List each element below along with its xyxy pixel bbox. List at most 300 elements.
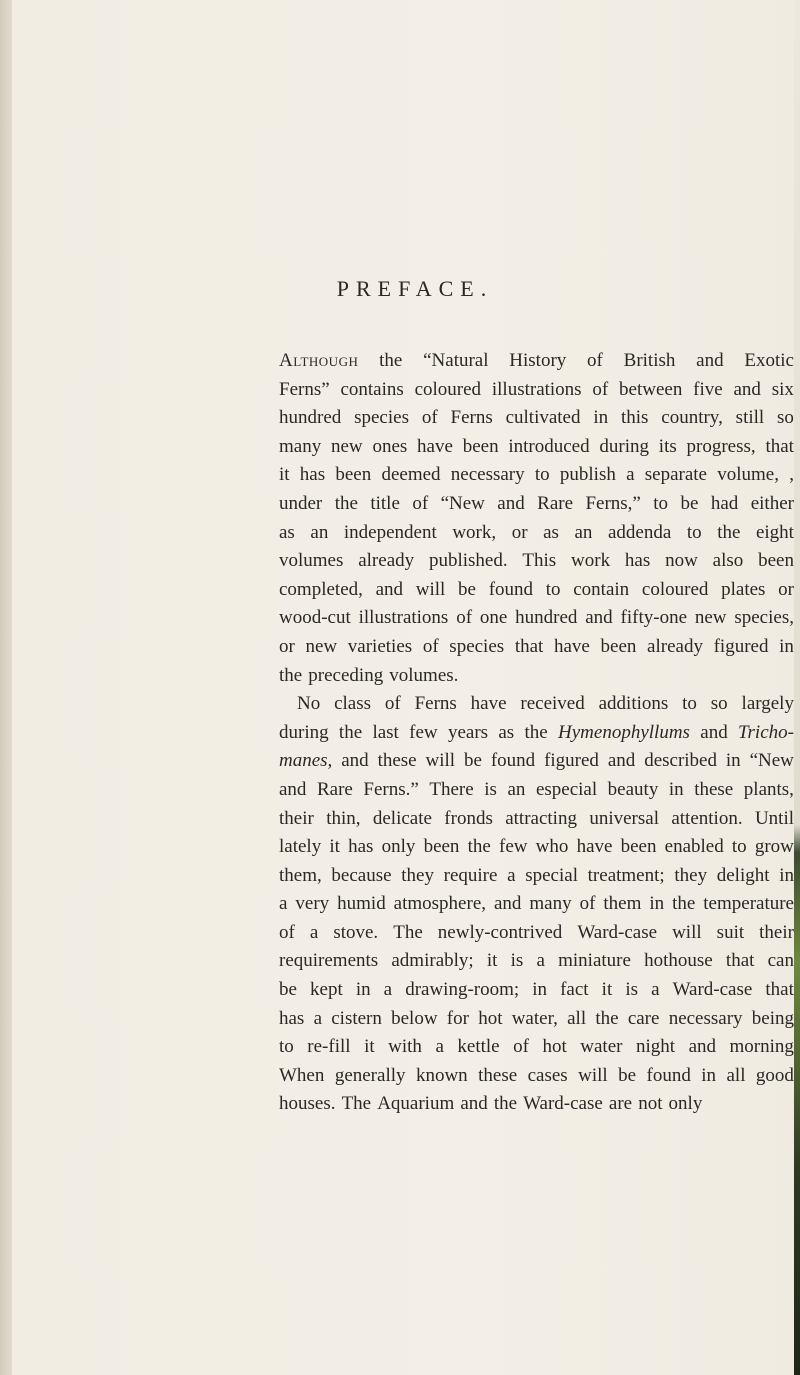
word: the [524,721,548,743]
word: it [601,979,613,1001]
word: newly-contrived [437,921,563,943]
word: illustrations [358,607,449,629]
word: kettle [457,1036,500,1058]
word: been [620,836,657,858]
word: This [522,550,557,572]
word: and [733,378,761,400]
word: to [682,693,697,715]
word: or [778,578,794,600]
text-line [279,490,794,519]
word: between [619,378,683,400]
word: below [391,1007,438,1029]
word: There [429,778,474,800]
word: a [313,1007,322,1029]
word: in [725,750,741,772]
word: ones [372,435,408,457]
word: introduced [508,435,590,457]
word: with [388,1036,422,1058]
word: generally [334,1064,406,1086]
word: that [765,979,794,1001]
word: new [305,635,338,657]
word: many [529,893,572,915]
word: wood-cut [279,607,351,629]
word: work, [452,521,497,543]
word: received [520,693,585,715]
word: a [279,893,288,915]
word: and [585,607,613,629]
word: a [651,979,660,1001]
page-edge [794,0,800,1375]
word: many [279,435,322,457]
word: Rare [316,778,353,800]
word: being [751,1007,794,1029]
word: eight [755,521,794,543]
text-line [279,604,794,633]
text-line [279,719,794,748]
word: delicate [372,807,432,829]
word: had [710,492,739,514]
word: require [443,864,498,886]
word: treatment; [587,864,665,886]
word: it [364,1036,375,1058]
word: especial [535,778,598,800]
word: an [507,778,526,800]
word: Aquarium [377,1093,455,1115]
word: the [595,1007,619,1029]
word: Ferns [414,693,457,715]
word: to [279,1036,294,1058]
word: fifty-one [620,607,688,629]
word: attracting [505,807,577,829]
word: be [463,750,482,772]
word: and [607,750,636,772]
word: can [767,950,794,972]
word: the [672,893,696,915]
word: , [789,464,794,486]
word: special [525,864,578,886]
word: work [571,550,611,572]
word: addenda [607,521,672,543]
word: very [295,893,330,915]
preface-text [279,347,794,1119]
text-line [279,747,794,776]
word: Until [754,807,794,829]
word: will [578,1064,608,1086]
word: will [415,578,446,600]
word: re-fill [307,1036,351,1058]
word: Exotic [744,350,794,371]
word: and [688,1036,716,1058]
word: or [279,635,295,657]
word: during [599,435,650,457]
word: only [668,1093,703,1115]
word: be [680,492,699,514]
word: the [493,1093,518,1115]
text-line [279,662,794,691]
word: suit [716,921,745,943]
text-line [279,947,794,976]
word: temperature [703,893,794,915]
word: additions [598,693,669,715]
text-line [279,1090,794,1119]
word: a [383,979,393,1001]
word: and [493,893,522,915]
binding-gutter [0,0,12,1375]
text-line [279,404,794,433]
word: they [674,864,708,886]
word: only [381,836,416,858]
word: the [334,492,358,514]
word: drawing-room; [405,979,520,1001]
word: “New [440,492,485,514]
word: and [497,492,525,514]
word: these [694,778,734,800]
word: night [635,1036,676,1058]
word: The [341,1093,372,1115]
word: contains [340,378,404,400]
word: six [771,378,794,400]
word: one [479,607,508,629]
word: they [401,864,434,886]
word: and [460,1093,488,1115]
word: figured [544,750,599,772]
word: of [513,1036,529,1058]
word: necessary [668,1007,743,1029]
word: coloured [641,578,709,600]
text-line [279,776,794,805]
word: hot [478,1007,503,1029]
word: the [717,521,741,543]
word: the [279,664,303,686]
word: in [355,979,371,1001]
word: manes, [279,750,333,772]
word: Hymenophyllums [558,721,690,743]
word: in [668,778,684,800]
word: is [510,950,524,972]
word: so [777,407,794,429]
word: has [348,836,374,858]
word: five [693,378,723,400]
word: already [358,550,415,572]
word: of [422,635,439,657]
text-line [279,547,794,576]
word: been [462,435,499,457]
word: in [649,893,665,915]
word: species [449,635,505,657]
word: published. [428,550,508,572]
word: necessary [450,464,525,486]
word: figured [713,635,769,657]
word: separate [644,464,707,486]
word: delight [716,864,770,886]
word: of [587,350,603,371]
text-line [279,347,794,376]
word: British [623,350,676,371]
word: houses. [279,1093,336,1115]
word: of [579,893,596,915]
word: a [507,864,516,886]
word: deemed [381,464,441,486]
word: hundred [279,407,342,429]
word: Ferns.” [363,778,419,800]
text-line [279,890,794,919]
word: have [470,693,507,715]
word: to [686,521,702,543]
word: been [335,464,372,486]
text-line [279,433,794,462]
word: fronds [444,807,493,829]
word: its [658,435,677,457]
word: for [446,1007,469,1029]
word: found [646,1064,691,1086]
word: illustrations [491,378,582,400]
word: in [779,864,794,886]
word: an [310,521,329,543]
word: under [279,492,323,514]
word: to [653,492,669,514]
word: them [603,893,642,915]
word: species, [734,607,794,629]
text-line [279,862,794,891]
word: cultivated [505,407,581,429]
word: be [618,1064,637,1086]
word: Although [279,350,359,371]
word: will [425,750,456,772]
word: been [600,635,637,657]
word: hundred [515,607,578,629]
word: few [499,836,528,858]
word: grow [754,836,794,858]
word: good [755,1064,794,1086]
word: be [458,578,476,600]
page-title: PREFACE. [336,276,494,301]
word: hothouse [644,950,713,972]
word: will [672,921,702,943]
word: be [279,979,297,1001]
word: to [534,464,550,486]
word: have [576,836,613,858]
word: described [644,750,717,772]
text-line [279,376,794,405]
word: cases [527,1064,568,1086]
word: water, [511,1007,558,1029]
word: to [731,836,747,858]
text-line [279,633,794,662]
word: title [370,492,400,514]
word: country, [661,407,723,429]
word: requirements [279,950,379,972]
word: and [279,778,307,800]
word: The [393,921,423,943]
word: an [574,521,593,543]
word: have [417,435,453,457]
text-line [279,690,794,719]
word: are [608,1093,633,1115]
word: plates [721,578,766,600]
text-line [279,1062,794,1091]
text-line [279,919,794,948]
word: When [279,1064,325,1086]
word: during [279,721,329,743]
word: hot [542,1036,567,1058]
word: of [384,693,401,715]
word: kept [310,979,343,1001]
word: stove. [333,921,379,943]
word: a [309,921,319,943]
word: Ferns” [279,378,330,400]
word: of [456,607,473,629]
word: known [415,1064,468,1086]
word: and [375,578,404,600]
word: this [620,407,649,429]
word: the [379,350,403,371]
word: that [765,435,794,457]
word: “New [749,750,794,772]
word: a [536,950,545,972]
word: that [725,950,755,972]
word: atmosphere, [393,893,486,915]
word: a [626,464,635,486]
word: new [331,435,363,457]
word: their [279,807,314,829]
word: of [592,378,609,400]
word: been [758,550,794,572]
text-line [279,1005,794,1034]
word: “Natural [423,350,489,371]
word: now [665,550,698,572]
word: so [710,693,728,715]
word: the [338,721,363,743]
text-line [279,833,794,862]
word: last [372,721,399,743]
word: coloured [414,378,482,400]
word: enabled [664,836,724,858]
word: is [625,979,638,1001]
word: it [329,836,340,858]
word: preceding [308,664,384,686]
word: Ward-case [523,1093,603,1115]
word: still [735,407,765,429]
word: these [377,750,417,772]
word: Rare [537,492,574,514]
word: admirably; [391,950,474,972]
word: them, [279,864,322,886]
word: it [279,464,290,486]
word: morning [729,1036,794,1058]
word: lately [279,836,322,858]
word: years [447,721,489,743]
word: species [354,407,409,429]
word: has [624,550,651,572]
word: or [511,521,528,543]
word: Tricho- [738,721,794,743]
word: Ward-case [672,979,753,1001]
word: has [299,464,326,486]
word: in [532,979,548,1001]
word: and [700,721,728,743]
word: History [509,350,567,371]
word: and [696,350,724,371]
word: and [341,750,369,772]
word: Ferns,” [585,492,641,514]
word: as [498,721,515,743]
text-line [279,1033,794,1062]
word: beauty [607,778,659,800]
word: not [638,1093,663,1115]
word: thin, [326,807,361,829]
word: all [726,1064,746,1086]
word: as [279,521,295,543]
word: completed, [279,578,363,600]
word: in [593,407,609,429]
word: volume, [717,464,779,486]
word: all [567,1007,587,1029]
word: volumes. [389,664,459,686]
word: humid [337,893,386,915]
word: that [514,635,544,657]
word: found [490,750,536,772]
word: their [759,921,794,943]
text-line [279,576,794,605]
word: plants, [743,778,794,800]
word: been [423,836,460,858]
text-line [279,805,794,834]
word: has [279,1007,305,1029]
word: varieties [347,635,413,657]
word: largely [741,693,794,715]
word: Ward-case [577,921,658,943]
word: of [279,921,295,943]
word: in [701,1064,717,1086]
word: of [421,407,438,429]
word: universal [589,807,659,829]
word: contain [573,578,630,600]
word: the [467,836,491,858]
word: either [750,492,794,514]
word: because [331,864,392,886]
word: care [627,1007,660,1029]
text-line [279,519,794,548]
word: cistern [331,1007,382,1029]
word: few [409,721,438,743]
word: Ferns [450,407,493,429]
word: of [412,492,429,514]
word: it [486,950,498,972]
text-line [279,461,794,490]
word: as [543,521,559,543]
word: have [553,635,590,657]
text-line [279,976,794,1005]
word: publish [559,464,616,486]
word: also [712,550,744,572]
word: miniature [558,950,631,972]
word: progress, [686,435,756,457]
word: water [580,1036,623,1058]
word: independent [343,521,437,543]
word: to [545,578,561,600]
word: new [694,607,727,629]
word: in [779,635,794,657]
word: class [334,693,372,715]
word: volumes [279,550,344,572]
word: No [297,693,321,715]
word: who [535,836,569,858]
word: is [484,778,497,800]
word: a [435,1036,444,1058]
word: found [488,578,534,600]
word: these [478,1064,518,1086]
word: already [647,635,703,657]
